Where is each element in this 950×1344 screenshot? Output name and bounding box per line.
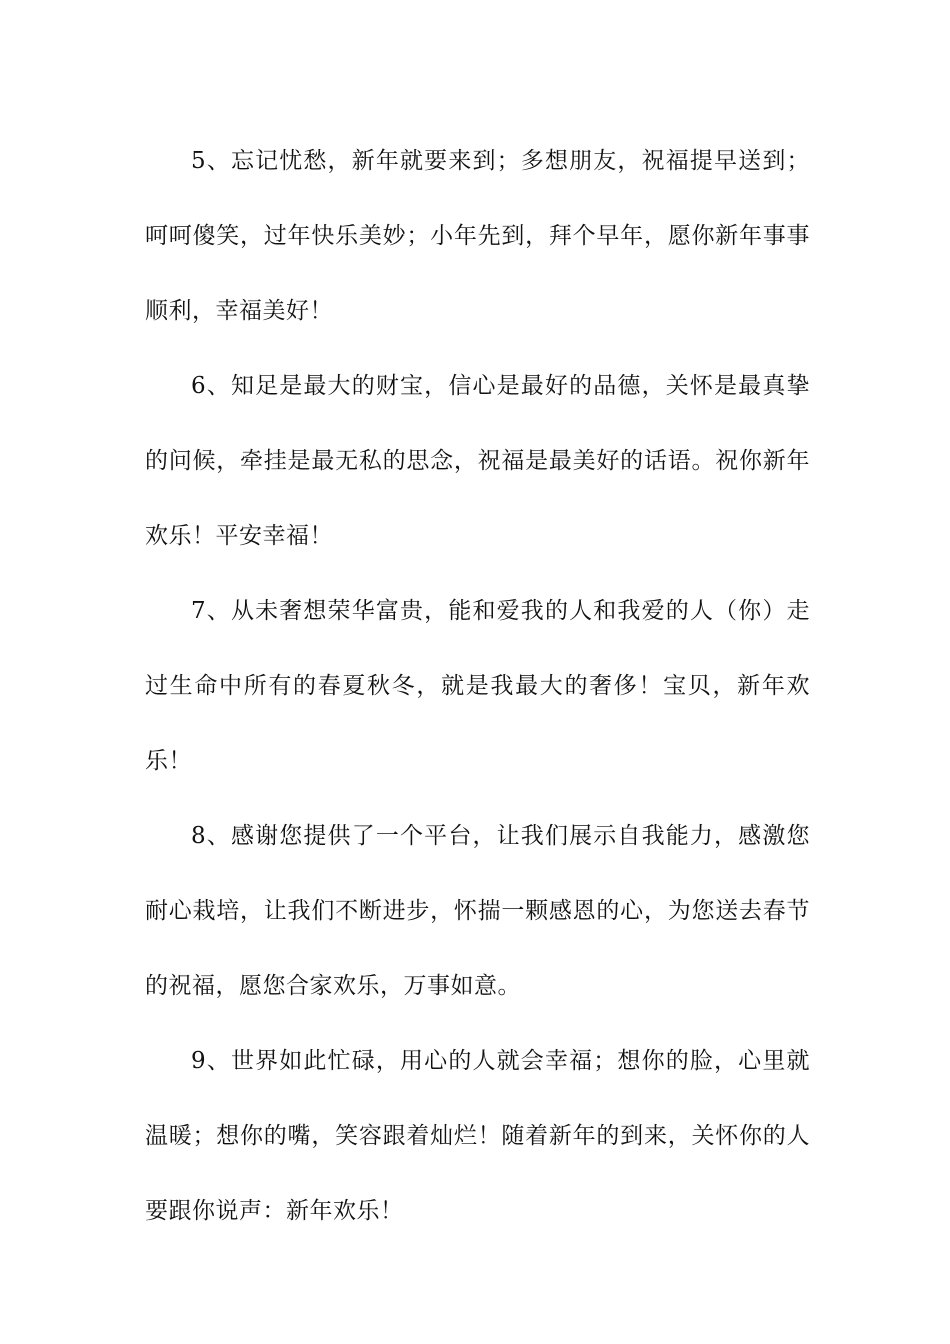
paragraph-5: 5、忘记忧愁，新年就要来到；多想朋友，祝福提早送到；呵呵傻笑，过年快乐美妙；小年先到，拜个早年，愿你新年事事顺利，幸福美好！ — [145, 148, 810, 324]
paragraph-8: 8、感谢您提供了一个平台，让我们展示自我能力，感激您耐心栽培，让我们不断进步，怀揣一颗感恩的心，为您送去春节的祝福，愿您合家欢乐，万事如意。 — [145, 823, 810, 999]
paragraph-6: 6、知足是最大的财宝，信心是最好的品德，关怀是最真挚的问候，牵挂是最无私的思念，祝福是最美好的话语。祝你新年欢乐！平安幸福！ — [145, 373, 810, 549]
paragraph-9: 9、世界如此忙碌，用心的人就会幸福；想你的脸，心里就温暖；想你的嘴，笑容跟着灿烂！随着新年的到来，关怀你的人要跟你说声：新年欢乐！ — [145, 1048, 810, 1224]
paragraph-7: 7、从未奢想荣华富贵，能和爱我的人和我爱的人（你）走过生命中所有的春夏秋冬，就是我最大的奢侈！宝贝，新年欢乐！ — [145, 598, 810, 774]
document-body — [145, 124, 810, 1249]
